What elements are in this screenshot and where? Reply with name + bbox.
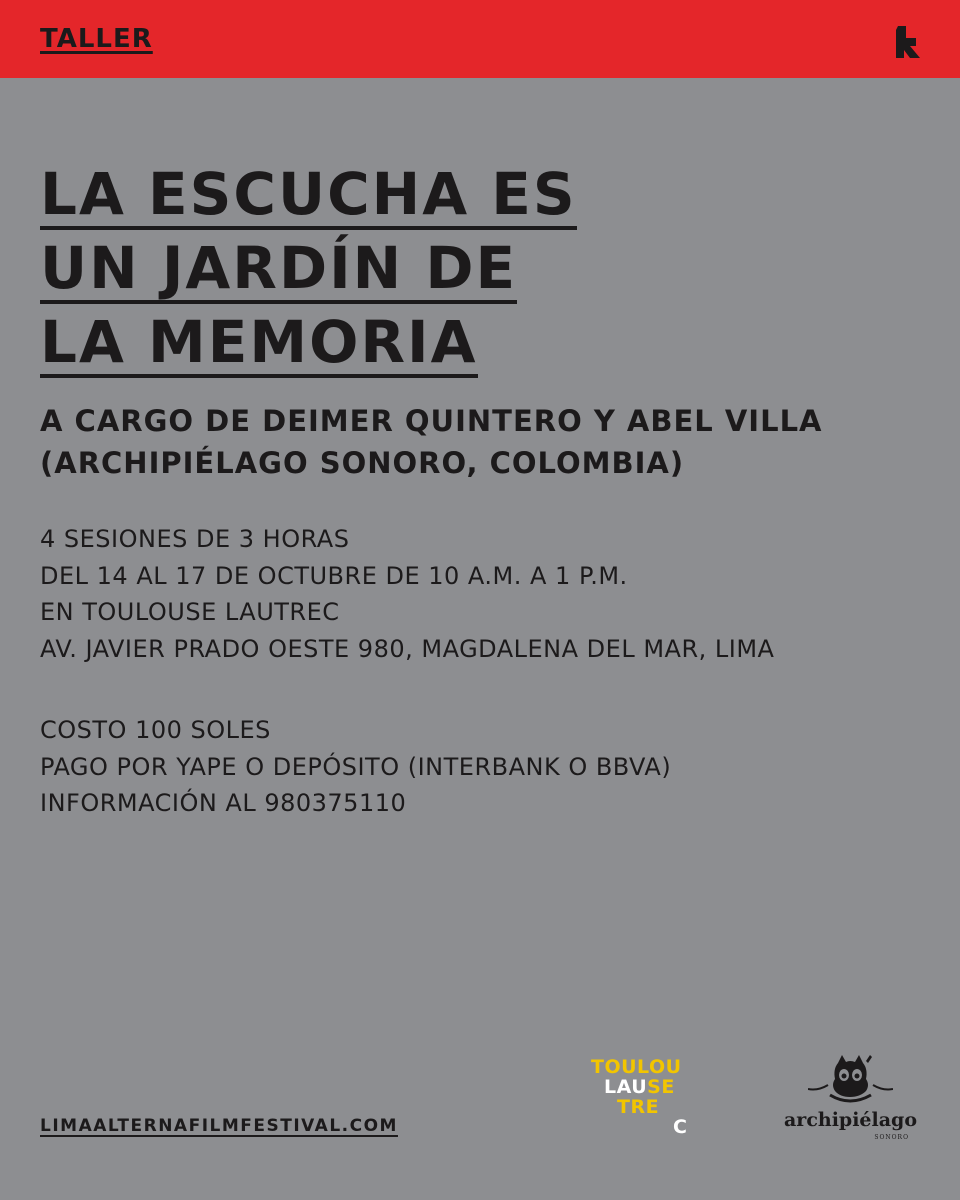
archipielago-sonoro-logo <box>778 1055 923 1145</box>
schedule-line: EN TOULOUSE LAUTREC <box>40 598 340 626</box>
logo-segment: TOULOU <box>591 1056 682 1078</box>
event-byline <box>40 400 823 484</box>
schedule-line: AV. JAVIER PRADO OESTE 980, MAGDALENA DEL MAR, LIMA <box>40 634 775 663</box>
cost-block <box>40 712 671 822</box>
logo-segment: SE <box>647 1076 675 1098</box>
title-line: UN JARDÍN DE <box>40 234 518 302</box>
title-line: LA MEMORIA <box>40 308 478 376</box>
cat-diver-icon <box>808 1055 893 1107</box>
logo-row <box>591 1117 711 1137</box>
website-link[interactable]: LIMAALTERNAFILMFESTIVAL.COM <box>40 1116 398 1136</box>
cost-line: COSTO 100 SOLES <box>40 716 271 744</box>
cost-line: PAGO POR YAPE O DEPÓSITO (INTERBANK O BBVA) <box>40 752 672 781</box>
byline-line: A CARGO DE DEIMER QUINTERO Y ABEL VILLA <box>40 404 823 438</box>
logo-row <box>591 1097 711 1117</box>
logo-segment: C <box>673 1116 688 1138</box>
logo-row <box>591 1057 711 1077</box>
k-monogram-icon <box>896 26 922 58</box>
event-title <box>40 162 577 384</box>
archipielago-wordmark: archipiélago <box>784 1109 917 1131</box>
logo-row <box>591 1077 711 1097</box>
title-line: LA ESCUCHA ES <box>40 160 577 228</box>
schedule-line: 4 SESIONES DE 3 HORAS <box>40 525 350 553</box>
schedule-line: DEL 14 AL 17 DE OCTUBRE DE 10 A.M. A 1 P.M. <box>40 561 628 590</box>
header-bar <box>0 0 960 78</box>
logo-segment: TRE <box>617 1096 660 1118</box>
category-tag: TALLER <box>40 24 153 54</box>
schedule-block <box>40 521 774 667</box>
toulouse-lautrec-logo <box>591 1057 711 1137</box>
archipielago-subtitle: SONORO <box>874 1134 909 1141</box>
byline-line: (ARCHIPIÉLAGO SONORO, COLOMBIA) <box>40 446 685 480</box>
cost-line: INFORMACIÓN AL 980375110 <box>40 789 407 817</box>
logo-segment: LAU <box>604 1076 648 1098</box>
